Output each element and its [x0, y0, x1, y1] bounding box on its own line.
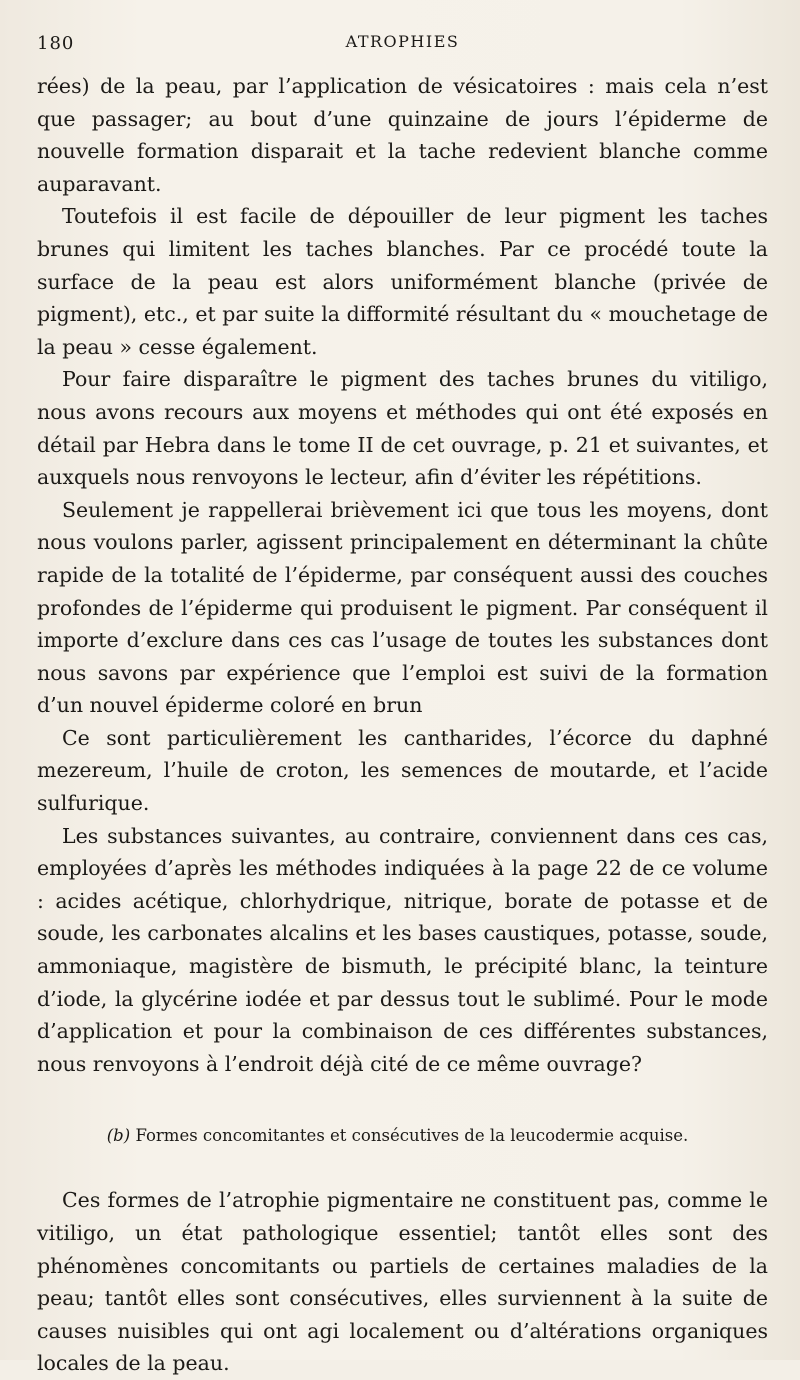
- paragraph: Toutefois il est facile de dépouiller de leur pigment les taches brunes qui limitent les taches blanches. Par ce procédé toute la surface de la peau est alors uniformément blanche (privée de pigment), etc., et par suite la difformité résultant du « mouchetage de la peau » cesse également.: [37, 204, 768, 359]
- page-number: 180: [37, 33, 75, 54]
- paragraph: Seulement je rappellerai brièvement ici que tous les moyens, dont nous voulons parler, agissent principalement en déterminant la chûte rapide de la totalité de l’épiderme, par conséquent aussi des couches profondes de l’épiderme qui produisent le pigment. Par conséquent il importe d’exclure dans ces cas l’usage de toutes les substances dont nous savons par expérience que l’emploi est suivi de la formation d’un nouvel épiderme coloré en brun: [37, 497, 768, 718]
- running-head: [37, 0, 768, 54]
- subsection-title: Formes concomitantes et consécutives de la leucodermie acquise.: [135, 1126, 689, 1146]
- paragraph: Pour faire disparaître le pigment des taches brunes du vitiligo, nous avons recours aux moyens et méthodes qui ont été exposés en détail par Hebra dans le tome II de cet ouvrage, p. 21 et suivantes, et auxquels nous renvoyons le lecteur, afin d’éviter les répétitions.: [37, 367, 768, 490]
- running-title: ATROPHIES: [345, 32, 460, 51]
- subsection-heading: [37, 1126, 768, 1146]
- body-text: [37, 70, 768, 1380]
- paragraph: Ces formes de l’atrophie pigmentaire ne constituent pas, comme le vitiligo, un état pathologique essentiel; tantôt elles sont des phénomènes concomitants ou partiels de certaines maladies de la peau; tantôt elles sont consécutives, elles surviennent à la suite de causes nuisibles qui ont agi localement ou d’altérations organiques locales de la peau.: [37, 1188, 768, 1376]
- paragraph: Les substances suivantes, au contraire, conviennent dans ces cas, employées d’après les méthodes indiquées à la page 22 de ce volume : acides acétique, chlorhydrique, nitrique, borate de potasse et de soude, les carbonates alcalins et les bases caustiques, potasse, soude, ammoniaque, magistère de bismuth, le précipité blanc, la teinture d’iode, la glycérine iodée et par dessus tout le sublimé. Pour le mode d’application et pour la combinaison de ces différentes substances, nous renvoyons à l’endroit déjà cité de ce même ouvrage?: [37, 823, 768, 1076]
- subsection-label: (b): [106, 1126, 131, 1146]
- paragraph: Ce sont particulièrement les cantharides, l’écorce du daphné mezereum, l’huile de croton, les semences de moutarde, et l’acide sulfurique.: [37, 725, 768, 816]
- paragraph-continued: rées) de la peau, par l’application de vésicatoires : mais cela n’est que passager; au bout d’une quinzaine de jours l’épiderme de nouvelle formation disparait et la tache redevient blanche comme auparavant.: [37, 74, 768, 196]
